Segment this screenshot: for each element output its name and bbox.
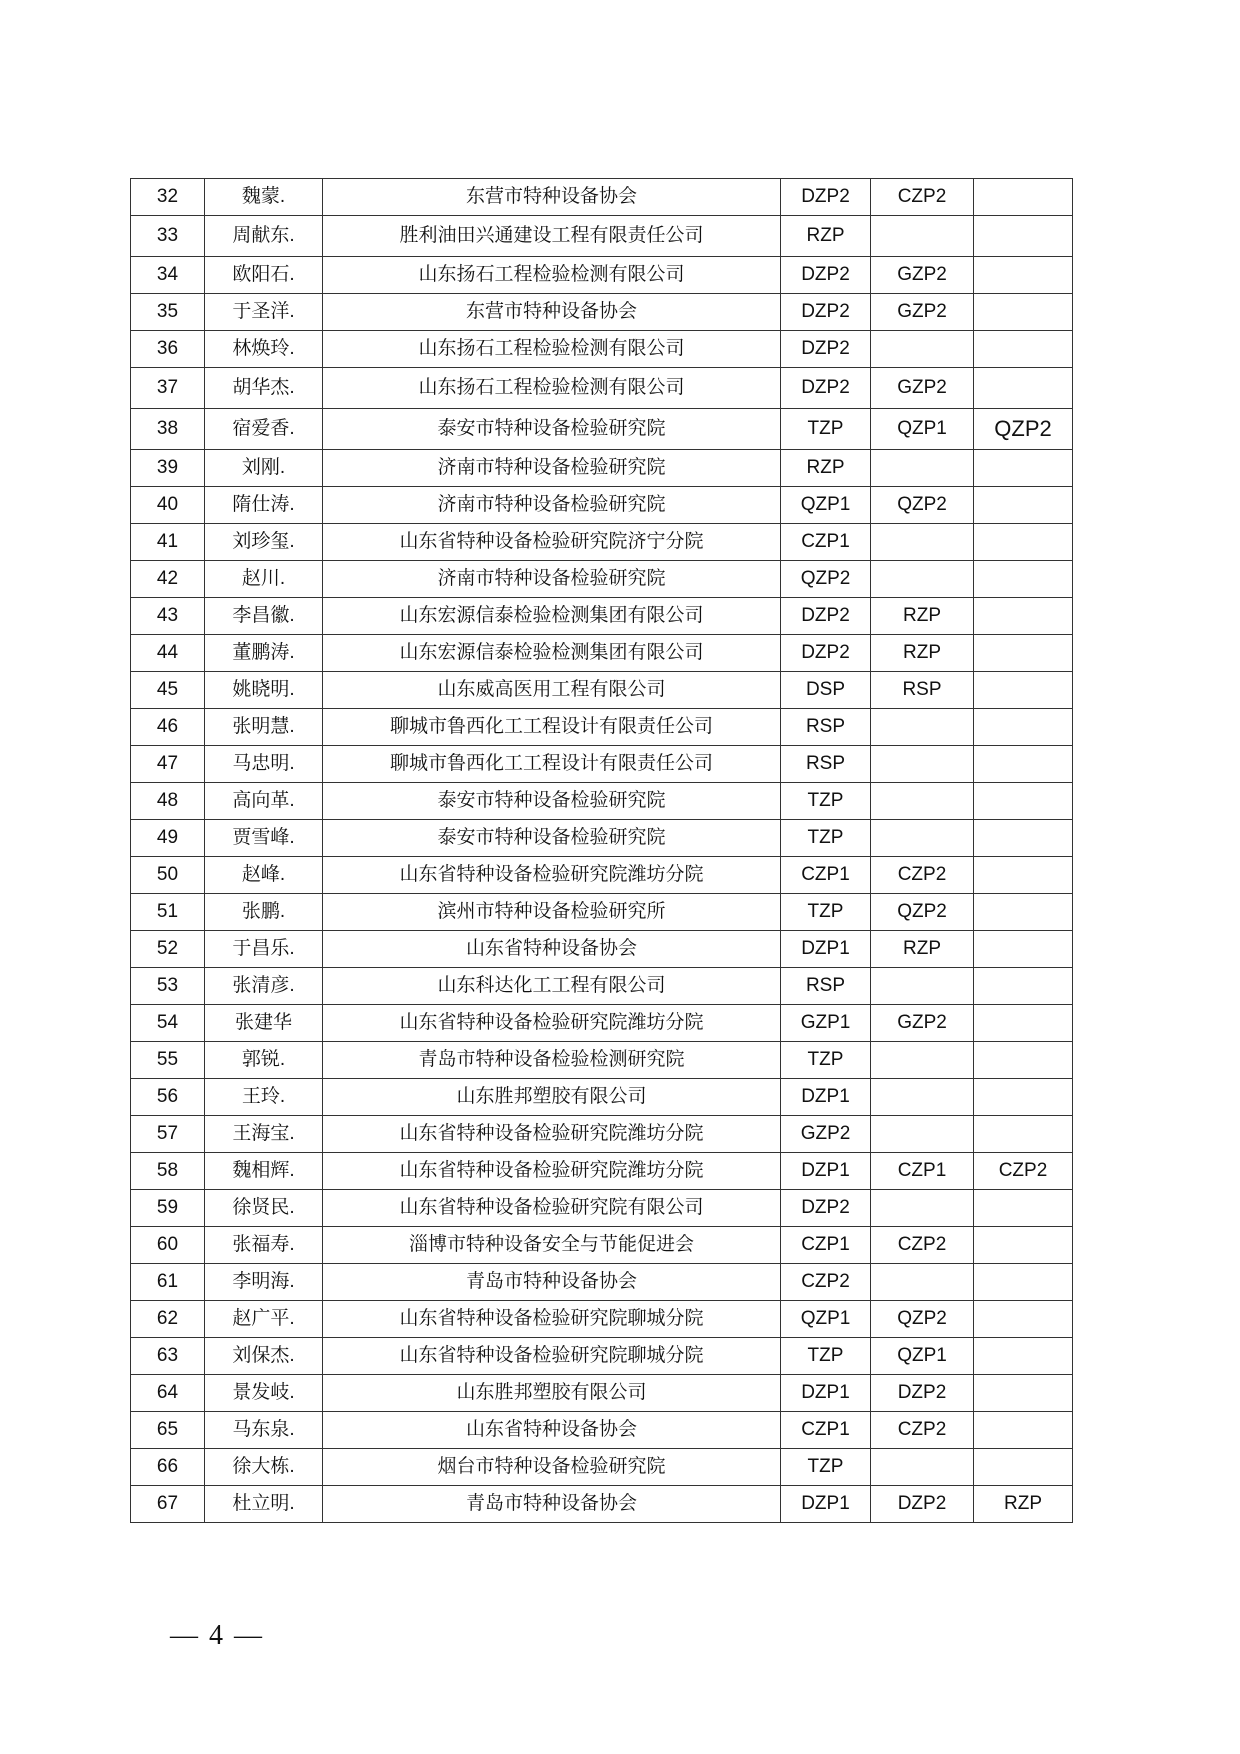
name-cell: 魏相辉. xyxy=(205,1153,323,1190)
organization-cell: 济南市特种设备检验研究院 xyxy=(323,450,781,487)
table-row xyxy=(131,409,1073,450)
organization-cell: 山东扬石工程检验检测有限公司 xyxy=(323,257,781,294)
qualification-3-cell xyxy=(974,1301,1073,1338)
qualification-2-cell: GZP2 xyxy=(871,368,974,409)
qualification-2-cell: RSP xyxy=(871,672,974,709)
row-number-cell: 36 xyxy=(131,331,205,368)
table-row xyxy=(131,487,1073,524)
organization-cell: 淄博市特种设备安全与节能促进会 xyxy=(323,1227,781,1264)
organization-cell: 青岛市特种设备协会 xyxy=(323,1264,781,1301)
name-cell: 宿爱香. xyxy=(205,409,323,450)
row-number-cell: 35 xyxy=(131,294,205,331)
table-row xyxy=(131,709,1073,746)
organization-cell: 山东宏源信泰检验检测集团有限公司 xyxy=(323,635,781,672)
qualification-1-cell: CZP2 xyxy=(781,1264,871,1301)
qualification-2-cell: GZP2 xyxy=(871,257,974,294)
organization-cell: 山东省特种设备检验研究院潍坊分院 xyxy=(323,857,781,894)
qualification-1-cell: CZP1 xyxy=(781,1227,871,1264)
row-number-cell: 62 xyxy=(131,1301,205,1338)
qualification-2-cell xyxy=(871,216,974,257)
name-cell: 景发岐. xyxy=(205,1375,323,1412)
table-row xyxy=(131,1079,1073,1116)
table-row xyxy=(131,1375,1073,1412)
qualification-1-cell: DZP2 xyxy=(781,331,871,368)
name-cell: 隋仕涛. xyxy=(205,487,323,524)
qualification-2-cell xyxy=(871,1264,974,1301)
qualification-1-cell: DZP2 xyxy=(781,1190,871,1227)
qualification-3-cell xyxy=(974,450,1073,487)
organization-cell: 山东科达化工工程有限公司 xyxy=(323,968,781,1005)
organization-cell: 东营市特种设备协会 xyxy=(323,179,781,216)
organization-cell: 聊城市鲁西化工工程设计有限责任公司 xyxy=(323,746,781,783)
row-number-cell: 58 xyxy=(131,1153,205,1190)
qualification-1-cell: DZP2 xyxy=(781,294,871,331)
name-cell: 张福寿. xyxy=(205,1227,323,1264)
row-number-cell: 60 xyxy=(131,1227,205,1264)
organization-cell: 山东省特种设备检验研究院济宁分院 xyxy=(323,524,781,561)
qualification-1-cell: QZP2 xyxy=(781,561,871,598)
table-row xyxy=(131,1227,1073,1264)
qualification-3-cell xyxy=(974,561,1073,598)
table-row xyxy=(131,294,1073,331)
table-row xyxy=(131,894,1073,931)
qualification-1-cell: DZP1 xyxy=(781,931,871,968)
qualification-2-cell xyxy=(871,1116,974,1153)
row-number-cell: 34 xyxy=(131,257,205,294)
organization-cell: 山东宏源信泰检验检测集团有限公司 xyxy=(323,598,781,635)
qualification-2-cell xyxy=(871,561,974,598)
organization-cell: 胜利油田兴通建设工程有限责任公司 xyxy=(323,216,781,257)
qualification-1-cell: GZP2 xyxy=(781,1116,871,1153)
qualification-2-cell xyxy=(871,968,974,1005)
qualification-1-cell: DSP xyxy=(781,672,871,709)
name-cell: 贾雪峰. xyxy=(205,820,323,857)
table-row xyxy=(131,1338,1073,1375)
row-number-cell: 44 xyxy=(131,635,205,672)
organization-cell: 山东扬石工程检验检测有限公司 xyxy=(323,368,781,409)
qualification-1-cell: TZP xyxy=(781,894,871,931)
qualification-2-cell xyxy=(871,1079,974,1116)
name-cell: 刘珍玺. xyxy=(205,524,323,561)
organization-cell: 山东胜邦塑胶有限公司 xyxy=(323,1375,781,1412)
table-row xyxy=(131,1005,1073,1042)
organization-cell: 山东省特种设备协会 xyxy=(323,1412,781,1449)
qualification-3-cell xyxy=(974,179,1073,216)
qualification-1-cell: CZP1 xyxy=(781,1412,871,1449)
qualification-3-cell xyxy=(974,931,1073,968)
row-number-cell: 53 xyxy=(131,968,205,1005)
row-number-cell: 65 xyxy=(131,1412,205,1449)
qualification-3-cell: QZP2 xyxy=(974,409,1073,450)
row-number-cell: 54 xyxy=(131,1005,205,1042)
qualification-2-cell: RZP xyxy=(871,635,974,672)
qualification-3-cell xyxy=(974,368,1073,409)
row-number-cell: 33 xyxy=(131,216,205,257)
name-cell: 徐大栋. xyxy=(205,1449,323,1486)
table-row xyxy=(131,257,1073,294)
organization-cell: 青岛市特种设备检验检测研究院 xyxy=(323,1042,781,1079)
organization-cell: 山东省特种设备检验研究院有限公司 xyxy=(323,1190,781,1227)
qualification-2-cell: RZP xyxy=(871,931,974,968)
row-number-cell: 63 xyxy=(131,1338,205,1375)
qualification-2-cell: GZP2 xyxy=(871,294,974,331)
name-cell: 魏蒙. xyxy=(205,179,323,216)
table-row xyxy=(131,1449,1073,1486)
name-cell: 高向革. xyxy=(205,783,323,820)
qualification-2-cell xyxy=(871,524,974,561)
name-cell: 姚晓明. xyxy=(205,672,323,709)
name-cell: 于圣洋. xyxy=(205,294,323,331)
qualification-2-cell: CZP2 xyxy=(871,1412,974,1449)
qualification-2-cell: CZP2 xyxy=(871,1227,974,1264)
qualification-2-cell: DZP2 xyxy=(871,1486,974,1523)
row-number-cell: 52 xyxy=(131,931,205,968)
qualification-2-cell xyxy=(871,746,974,783)
row-number-cell: 46 xyxy=(131,709,205,746)
organization-cell: 山东省特种设备检验研究院潍坊分院 xyxy=(323,1153,781,1190)
table-row xyxy=(131,598,1073,635)
qualification-1-cell: DZP1 xyxy=(781,1375,871,1412)
organization-cell: 济南市特种设备检验研究院 xyxy=(323,561,781,598)
name-cell: 杜立明. xyxy=(205,1486,323,1523)
qualification-3-cell xyxy=(974,216,1073,257)
table-row xyxy=(131,368,1073,409)
qualification-1-cell: DZP2 xyxy=(781,635,871,672)
qualification-1-cell: TZP xyxy=(781,783,871,820)
qualification-3-cell xyxy=(974,709,1073,746)
qualification-1-cell: DZP1 xyxy=(781,1079,871,1116)
name-cell: 马忠明. xyxy=(205,746,323,783)
qualification-3-cell: CZP2 xyxy=(974,1153,1073,1190)
table-row xyxy=(131,1190,1073,1227)
qualification-1-cell: CZP1 xyxy=(781,524,871,561)
qualification-1-cell: TZP xyxy=(781,1338,871,1375)
name-cell: 张明慧. xyxy=(205,709,323,746)
qualification-1-cell: RSP xyxy=(781,968,871,1005)
qualification-1-cell: TZP xyxy=(781,820,871,857)
row-number-cell: 42 xyxy=(131,561,205,598)
row-number-cell: 32 xyxy=(131,179,205,216)
qualification-3-cell xyxy=(974,331,1073,368)
row-number-cell: 67 xyxy=(131,1486,205,1523)
organization-cell: 泰安市特种设备检验研究院 xyxy=(323,409,781,450)
qualification-3-cell xyxy=(974,524,1073,561)
row-number-cell: 39 xyxy=(131,450,205,487)
qualification-3-cell xyxy=(974,746,1073,783)
qualification-3-cell xyxy=(974,635,1073,672)
row-number-cell: 43 xyxy=(131,598,205,635)
organization-cell: 聊城市鲁西化工工程设计有限责任公司 xyxy=(323,709,781,746)
name-cell: 张清彦. xyxy=(205,968,323,1005)
organization-cell: 山东胜邦塑胶有限公司 xyxy=(323,1079,781,1116)
name-cell: 马东泉. xyxy=(205,1412,323,1449)
qualification-1-cell: RSP xyxy=(781,709,871,746)
qualification-1-cell: TZP xyxy=(781,409,871,450)
name-cell: 董鹏涛. xyxy=(205,635,323,672)
qualification-2-cell: QZP2 xyxy=(871,1301,974,1338)
table-row xyxy=(131,1042,1073,1079)
qualification-3-cell xyxy=(974,257,1073,294)
qualification-1-cell: DZP1 xyxy=(781,1153,871,1190)
row-number-cell: 64 xyxy=(131,1375,205,1412)
name-cell: 林焕玲. xyxy=(205,331,323,368)
table-row xyxy=(131,524,1073,561)
qualification-1-cell: RZP xyxy=(781,216,871,257)
table-row xyxy=(131,1116,1073,1153)
roster-table xyxy=(130,178,1073,1523)
table-row xyxy=(131,1301,1073,1338)
row-number-cell: 41 xyxy=(131,524,205,561)
organization-cell: 山东扬石工程检验检测有限公司 xyxy=(323,331,781,368)
name-cell: 欧阳石. xyxy=(205,257,323,294)
qualification-1-cell: RSP xyxy=(781,746,871,783)
qualification-3-cell: RZP xyxy=(974,1486,1073,1523)
table-row xyxy=(131,1486,1073,1523)
name-cell: 张建华 xyxy=(205,1005,323,1042)
qualification-1-cell: DZP2 xyxy=(781,257,871,294)
qualification-1-cell: CZP1 xyxy=(781,857,871,894)
qualification-2-cell: CZP2 xyxy=(871,857,974,894)
qualification-3-cell xyxy=(974,598,1073,635)
name-cell: 李明海. xyxy=(205,1264,323,1301)
organization-cell: 济南市特种设备检验研究院 xyxy=(323,487,781,524)
page-number: — 4 — xyxy=(170,1620,264,1651)
name-cell: 周献东. xyxy=(205,216,323,257)
qualification-2-cell xyxy=(871,783,974,820)
name-cell: 赵峰. xyxy=(205,857,323,894)
row-number-cell: 55 xyxy=(131,1042,205,1079)
table-row xyxy=(131,1153,1073,1190)
qualification-1-cell: DZP1 xyxy=(781,1486,871,1523)
row-number-cell: 49 xyxy=(131,820,205,857)
qualification-3-cell xyxy=(974,1264,1073,1301)
qualification-1-cell: DZP2 xyxy=(781,368,871,409)
name-cell: 郭锐. xyxy=(205,1042,323,1079)
qualification-3-cell xyxy=(974,894,1073,931)
qualification-3-cell xyxy=(974,1227,1073,1264)
qualification-3-cell xyxy=(974,1042,1073,1079)
row-number-cell: 50 xyxy=(131,857,205,894)
table-row xyxy=(131,216,1073,257)
qualification-2-cell: CZP1 xyxy=(871,1153,974,1190)
row-number-cell: 48 xyxy=(131,783,205,820)
qualification-3-cell xyxy=(974,968,1073,1005)
qualification-2-cell: QZP1 xyxy=(871,409,974,450)
qualification-3-cell xyxy=(974,820,1073,857)
name-cell: 李昌徽. xyxy=(205,598,323,635)
name-cell: 王海宝. xyxy=(205,1116,323,1153)
qualification-2-cell xyxy=(871,450,974,487)
name-cell: 赵川. xyxy=(205,561,323,598)
row-number-cell: 51 xyxy=(131,894,205,931)
organization-cell: 滨州市特种设备检验研究所 xyxy=(323,894,781,931)
organization-cell: 山东省特种设备检验研究院聊城分院 xyxy=(323,1338,781,1375)
organization-cell: 青岛市特种设备协会 xyxy=(323,1486,781,1523)
row-number-cell: 47 xyxy=(131,746,205,783)
table-row xyxy=(131,561,1073,598)
name-cell: 刘刚. xyxy=(205,450,323,487)
row-number-cell: 40 xyxy=(131,487,205,524)
qualification-3-cell xyxy=(974,294,1073,331)
qualification-2-cell: RZP xyxy=(871,598,974,635)
row-number-cell: 38 xyxy=(131,409,205,450)
qualification-2-cell xyxy=(871,1449,974,1486)
qualification-3-cell xyxy=(974,1116,1073,1153)
qualification-3-cell xyxy=(974,1338,1073,1375)
qualification-2-cell xyxy=(871,709,974,746)
name-cell: 刘保杰. xyxy=(205,1338,323,1375)
table-row xyxy=(131,1264,1073,1301)
qualification-1-cell: DZP2 xyxy=(781,179,871,216)
organization-cell: 山东省特种设备协会 xyxy=(323,931,781,968)
row-number-cell: 66 xyxy=(131,1449,205,1486)
qualification-3-cell xyxy=(974,857,1073,894)
table-row xyxy=(131,746,1073,783)
table-row xyxy=(131,1412,1073,1449)
qualification-3-cell xyxy=(974,1005,1073,1042)
qualification-2-cell: DZP2 xyxy=(871,1375,974,1412)
qualification-2-cell xyxy=(871,820,974,857)
organization-cell: 山东省特种设备检验研究院潍坊分院 xyxy=(323,1005,781,1042)
qualification-1-cell: RZP xyxy=(781,450,871,487)
table-row xyxy=(131,820,1073,857)
table-row xyxy=(131,331,1073,368)
qualification-3-cell xyxy=(974,672,1073,709)
name-cell: 张鹏. xyxy=(205,894,323,931)
table-row xyxy=(131,931,1073,968)
qualification-3-cell xyxy=(974,1412,1073,1449)
qualification-1-cell: TZP xyxy=(781,1449,871,1486)
table-row xyxy=(131,635,1073,672)
row-number-cell: 59 xyxy=(131,1190,205,1227)
roster-body xyxy=(131,179,1073,1523)
table-row xyxy=(131,783,1073,820)
row-number-cell: 57 xyxy=(131,1116,205,1153)
row-number-cell: 61 xyxy=(131,1264,205,1301)
qualification-1-cell: QZP1 xyxy=(781,1301,871,1338)
qualification-2-cell xyxy=(871,1190,974,1227)
organization-cell: 泰安市特种设备检验研究院 xyxy=(323,820,781,857)
row-number-cell: 56 xyxy=(131,1079,205,1116)
organization-cell: 山东威高医用工程有限公司 xyxy=(323,672,781,709)
qualification-2-cell: GZP2 xyxy=(871,1005,974,1042)
qualification-1-cell: GZP1 xyxy=(781,1005,871,1042)
table-row xyxy=(131,450,1073,487)
name-cell: 王玲. xyxy=(205,1079,323,1116)
qualification-3-cell xyxy=(974,783,1073,820)
organization-cell: 东营市特种设备协会 xyxy=(323,294,781,331)
qualification-1-cell: DZP2 xyxy=(781,598,871,635)
qualification-3-cell xyxy=(974,487,1073,524)
table-row xyxy=(131,857,1073,894)
name-cell: 赵广平. xyxy=(205,1301,323,1338)
organization-cell: 烟台市特种设备检验研究院 xyxy=(323,1449,781,1486)
organization-cell: 山东省特种设备检验研究院潍坊分院 xyxy=(323,1116,781,1153)
qualification-1-cell: TZP xyxy=(781,1042,871,1079)
name-cell: 徐贤民. xyxy=(205,1190,323,1227)
table-row xyxy=(131,179,1073,216)
organization-cell: 山东省特种设备检验研究院聊城分院 xyxy=(323,1301,781,1338)
qualification-2-cell xyxy=(871,1042,974,1079)
name-cell: 于昌乐. xyxy=(205,931,323,968)
qualification-2-cell: QZP2 xyxy=(871,894,974,931)
qualification-3-cell xyxy=(974,1190,1073,1227)
name-cell: 胡华杰. xyxy=(205,368,323,409)
qualification-3-cell xyxy=(974,1375,1073,1412)
qualification-3-cell xyxy=(974,1079,1073,1116)
table-row xyxy=(131,968,1073,1005)
qualification-2-cell: CZP2 xyxy=(871,179,974,216)
qualification-2-cell xyxy=(871,331,974,368)
qualification-2-cell: QZP2 xyxy=(871,487,974,524)
row-number-cell: 45 xyxy=(131,672,205,709)
organization-cell: 泰安市特种设备检验研究院 xyxy=(323,783,781,820)
qualification-1-cell: QZP1 xyxy=(781,487,871,524)
qualification-3-cell xyxy=(974,1449,1073,1486)
qualification-2-cell: QZP1 xyxy=(871,1338,974,1375)
row-number-cell: 37 xyxy=(131,368,205,409)
table-row xyxy=(131,672,1073,709)
